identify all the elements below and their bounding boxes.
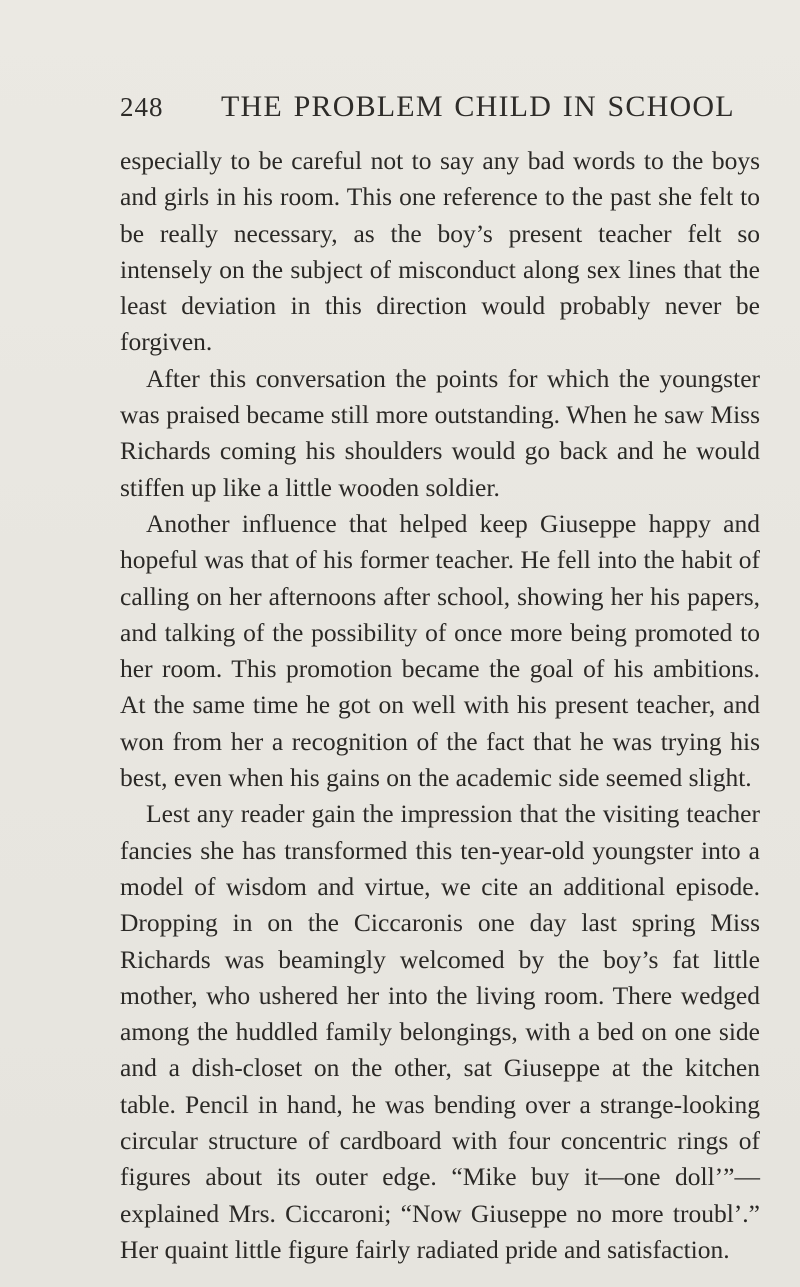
running-title: THE PROBLEM CHILD IN SCHOOL <box>221 90 735 123</box>
body-text <box>120 143 760 1268</box>
paragraph-3: Another influence that helped keep Giuseppe happy and hopeful was that of his former teacher. He fell into the habit of calling on her afternoons after school, showing her his papers, and talking of the possibility of once more being promoted to her room. This promotion became the goal of his ambitions. At the same time he got on well with his present teacher, and won from her a recognition of the fact that he was trying his best, even when his gains on the academic side seemed slight. <box>120 508 760 793</box>
paragraph-2: After this conversation the points for which the youngster was praised became still more outstanding. When he saw Miss Richards coming his shoulders would go back and he would stiffen up like a little wooden soldier. <box>120 363 760 502</box>
paragraph-4: Lest any reader gain the impression that the visiting teacher fancies she has transformed this ten-year-old youngster into a model of wisdom and virtue, we cite an additional episode. Dropping in on the Ciccaronis one day last spring Miss Richards was beamingly welcomed by the boy’s fat little mother, who ushered her into the living room. There wedged among the huddled family belongings, with a bed on one side and a dish-closet on the other, sat Giuseppe at the kitchen table. Pencil in hand, he was bending over a strange-looking circular structure of cardboard with four concentric rings of figures about its outer edge. “Mike buy it—one doll’”—explained Mrs. Ciccaroni; “Now Giuseppe no more troubl’.” Her quaint little figure fairly radiated pride and satisfaction. <box>120 799 760 1264</box>
paragraph-1: especially to be careful not to say any bad words to the boys and girls in his room. This one reference to the past she felt to be really necessary, as the boy’s present teacher felt so intensely on the subject of misconduct along sex lines that the least deviation in this direction would probably never be forgiven. <box>120 146 760 357</box>
running-head <box>120 90 760 130</box>
page-number: 248 <box>120 92 164 122</box>
